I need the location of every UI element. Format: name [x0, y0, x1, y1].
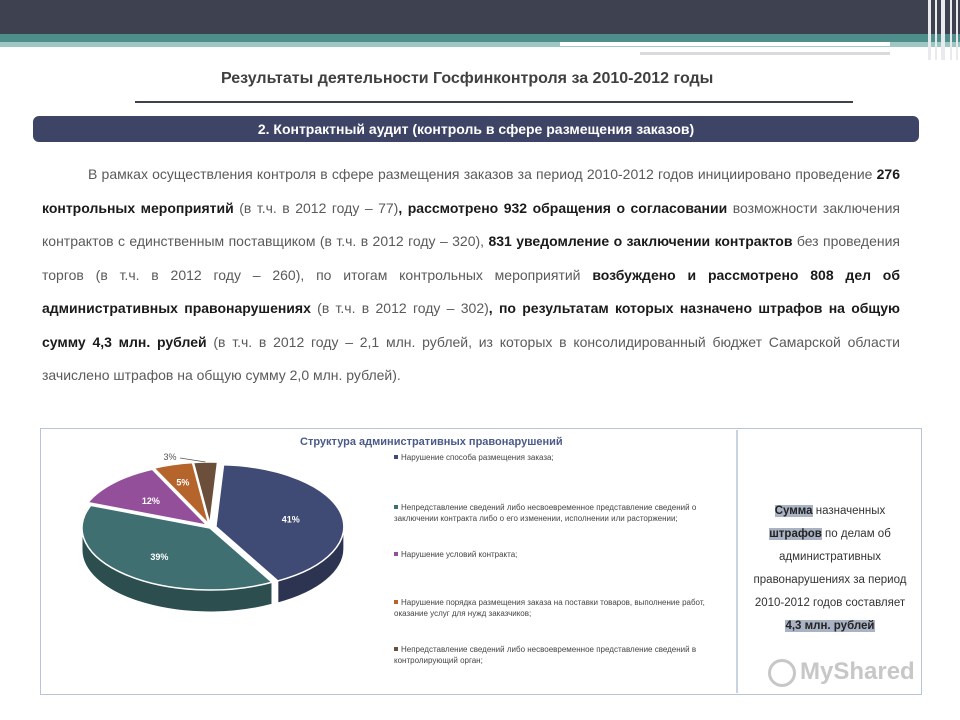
legend-swatch: [394, 455, 398, 459]
pie-chart: [60, 448, 400, 628]
watermark-circle-icon: [768, 659, 796, 687]
paragraph-segment: , по результатам которых назначено штрафов на общую сумму 4,3 млн. рублей: [42, 300, 900, 350]
legend-item: [394, 452, 730, 463]
paragraph-segment: , рассмотрено 932 обращения о согласовании: [398, 199, 728, 216]
header-accent-band: [0, 34, 960, 42]
header-band: [0, 0, 960, 34]
paragraph-segment: возбуждено и рассмотрено 808 дел об административных правонарушениях: [42, 266, 901, 316]
section-header: 2. Контрактный аудит (контроль в сфере размещения заказов): [33, 116, 919, 142]
legend-item: [394, 502, 730, 524]
paragraph-segment: 276 контрольных мероприятий: [42, 166, 900, 216]
paragraph-segment: (в т.ч. в 2012 году – 77): [233, 199, 399, 216]
legend-swatch: [394, 505, 398, 509]
legend-item: [394, 597, 730, 619]
fine-summary-hl2: штрафов: [769, 528, 822, 540]
pie-label-3: 12%: [141, 495, 160, 506]
chart-divider: [736, 430, 738, 693]
pie-label-4: 5%: [176, 477, 190, 488]
paragraph-segment: В рамках осуществления контроля в сфере размещения заказов за период 2010-2012 годов инициировано проведение: [88, 166, 877, 182]
paragraph-segment: 831 уведомление о заключении контрактов: [488, 233, 793, 249]
pie-label-1: 41%: [281, 514, 300, 525]
body-paragraph: [42, 158, 900, 393]
decor-vertical-stripes: [926, 0, 960, 60]
fine-summary-t2: по делам об административных правонарушениях за период 2010-2012 годов составляет: [753, 528, 907, 609]
header-white-stripe: [560, 42, 890, 46]
title-underline: [135, 101, 853, 103]
fine-summary-hl1: Сумма: [774, 505, 813, 517]
pie-label-leader: [180, 458, 205, 462]
pie-label-2: 39%: [150, 551, 169, 562]
legend-label: Нарушение способа размещения заказа;: [401, 453, 554, 462]
legend-label: Нарушение порядка размещения заказа на поставки товаров, выполнение работ, оказание услуг для нужд заказчиков;: [394, 598, 705, 618]
paragraph-segment: возможности заключения контрактов с единственным поставщиком (в т.ч. в 2012 году – 320),: [42, 199, 900, 249]
pie-label-5: 3%: [163, 452, 177, 462]
legend-swatch: [394, 600, 398, 604]
watermark-logo: [768, 658, 928, 690]
legend-item: [394, 549, 730, 560]
paragraph-segment: (в т.ч. в 2012 году – 2,1 млн. рублей, из которых в консолидированный бюджет Самарской области зачислено штрафов на общую сумму 2,0 млн. рублей).: [42, 333, 900, 383]
legend-label: Непредставление сведений либо несвоевременное представление сведений о заключении контракта либо о его изменении, исполнении или расторжении;: [394, 503, 697, 523]
fine-summary-amount: 4,3 млн. рублей: [785, 620, 875, 632]
paragraph-segment: (в т.ч. в 2012 году – 302): [310, 300, 489, 316]
header-gray-stripe: [640, 52, 890, 55]
legend-label: Непредставление сведений либо несвоевременное представление сведений в контролирующий орган;: [394, 645, 697, 665]
legend-swatch: [394, 552, 398, 556]
paragraph-segment: без проведения торгов (в т.ч. в 2012 году – 260), по итогам контрольных мероприятий: [42, 233, 901, 283]
fine-summary-t1: назначенных: [812, 505, 886, 517]
watermark-text: MyShared: [800, 658, 915, 685]
legend-item: [394, 644, 730, 666]
chart-title: Структура административных правонарушений: [300, 436, 563, 448]
legend-label: Нарушение условий контракта;: [401, 550, 518, 559]
fine-summary: [752, 500, 908, 638]
legend-swatch: [394, 647, 398, 651]
